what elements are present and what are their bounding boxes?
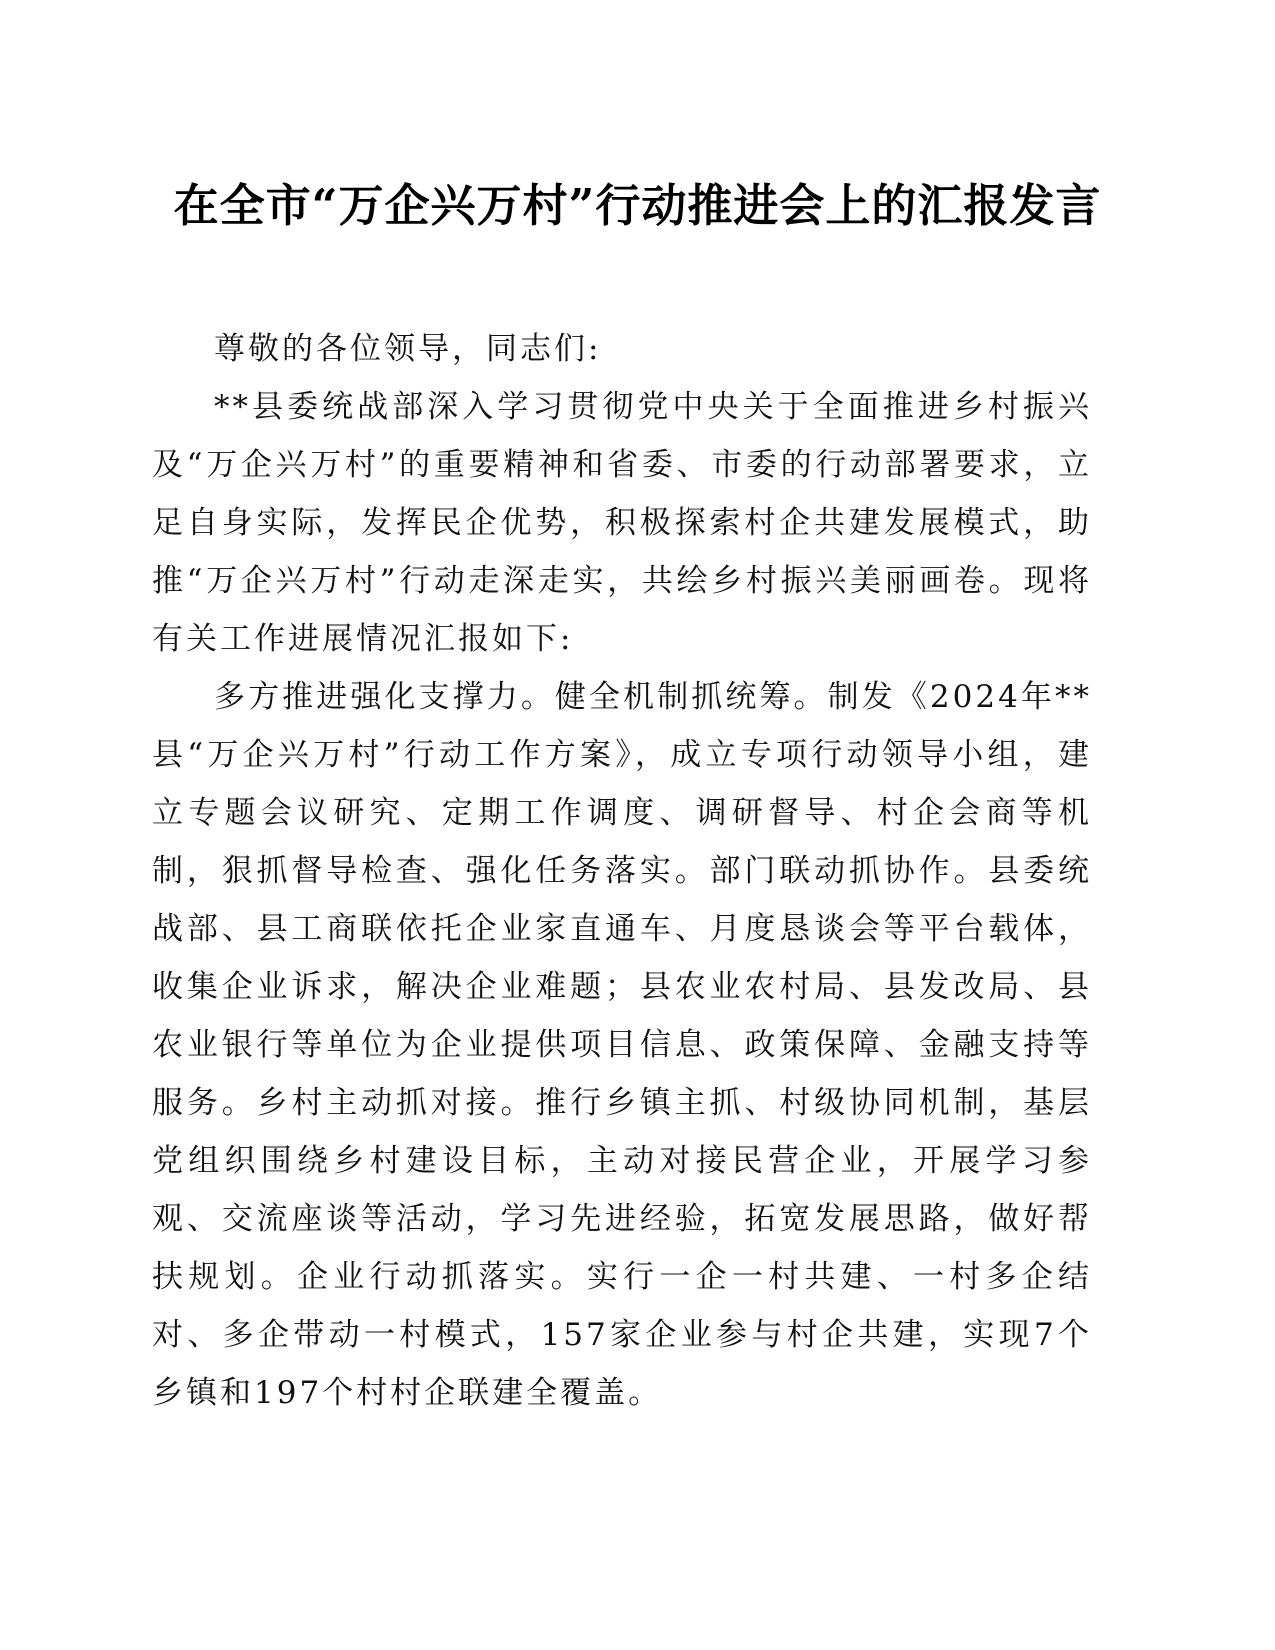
section-paragraph: 多方推进强化支撑力。健全机制抓统筹。制发《2024年**县“万企兴万村”行动工作方案》，成立专项行动领导小组，建立专题会议研究、定期工作调度、调研督导、村企会商等机制，狠抓督导检查、强化任务落实。部门联动抓协作。县委统战部、县工商联依托企业家直通车、月度恳谈会等平台载体，收集企业诉求，解决企业难题；县农业农村局、县发改局、县农业银行等单位为企业提供项目信息、政策保障、金融支持等服务。乡村主动抓对接。推行乡镇主抓、村级协同机制，基层党组织围绕乡村建设目标，主动对接民营企业，开展学习参观、交流座谈等活动，学习先进经验，拓宽发展思路，做好帮扶规划。企业行动抓落实。实行一企一村共建、一村多企结对、多企带动一村模式，157家企业参与村企共建，实现7个乡镇和197个村村企联建全覆盖。 [152,679,1092,1411]
intro-paragraph: **县委统战部深入学习贯彻党中央关于全面推进乡村振兴及“万企兴万村”的重要精神和省委、市委的行动部署要求，立足自身实际，发挥民企优势，积极探索村企共建发展模式，助推“万企兴万村”行动走深走实，共绘乡村振兴美丽画卷。现将有关工作进展情况汇报如下: [152,389,1092,657]
salutation-paragraph: 尊敬的各位领导，同志们: [214,331,602,367]
document-body [152,320,1092,1422]
document-title: 在全市“万企兴万村”行动推进会上的汇报发言 [173,179,1102,232]
